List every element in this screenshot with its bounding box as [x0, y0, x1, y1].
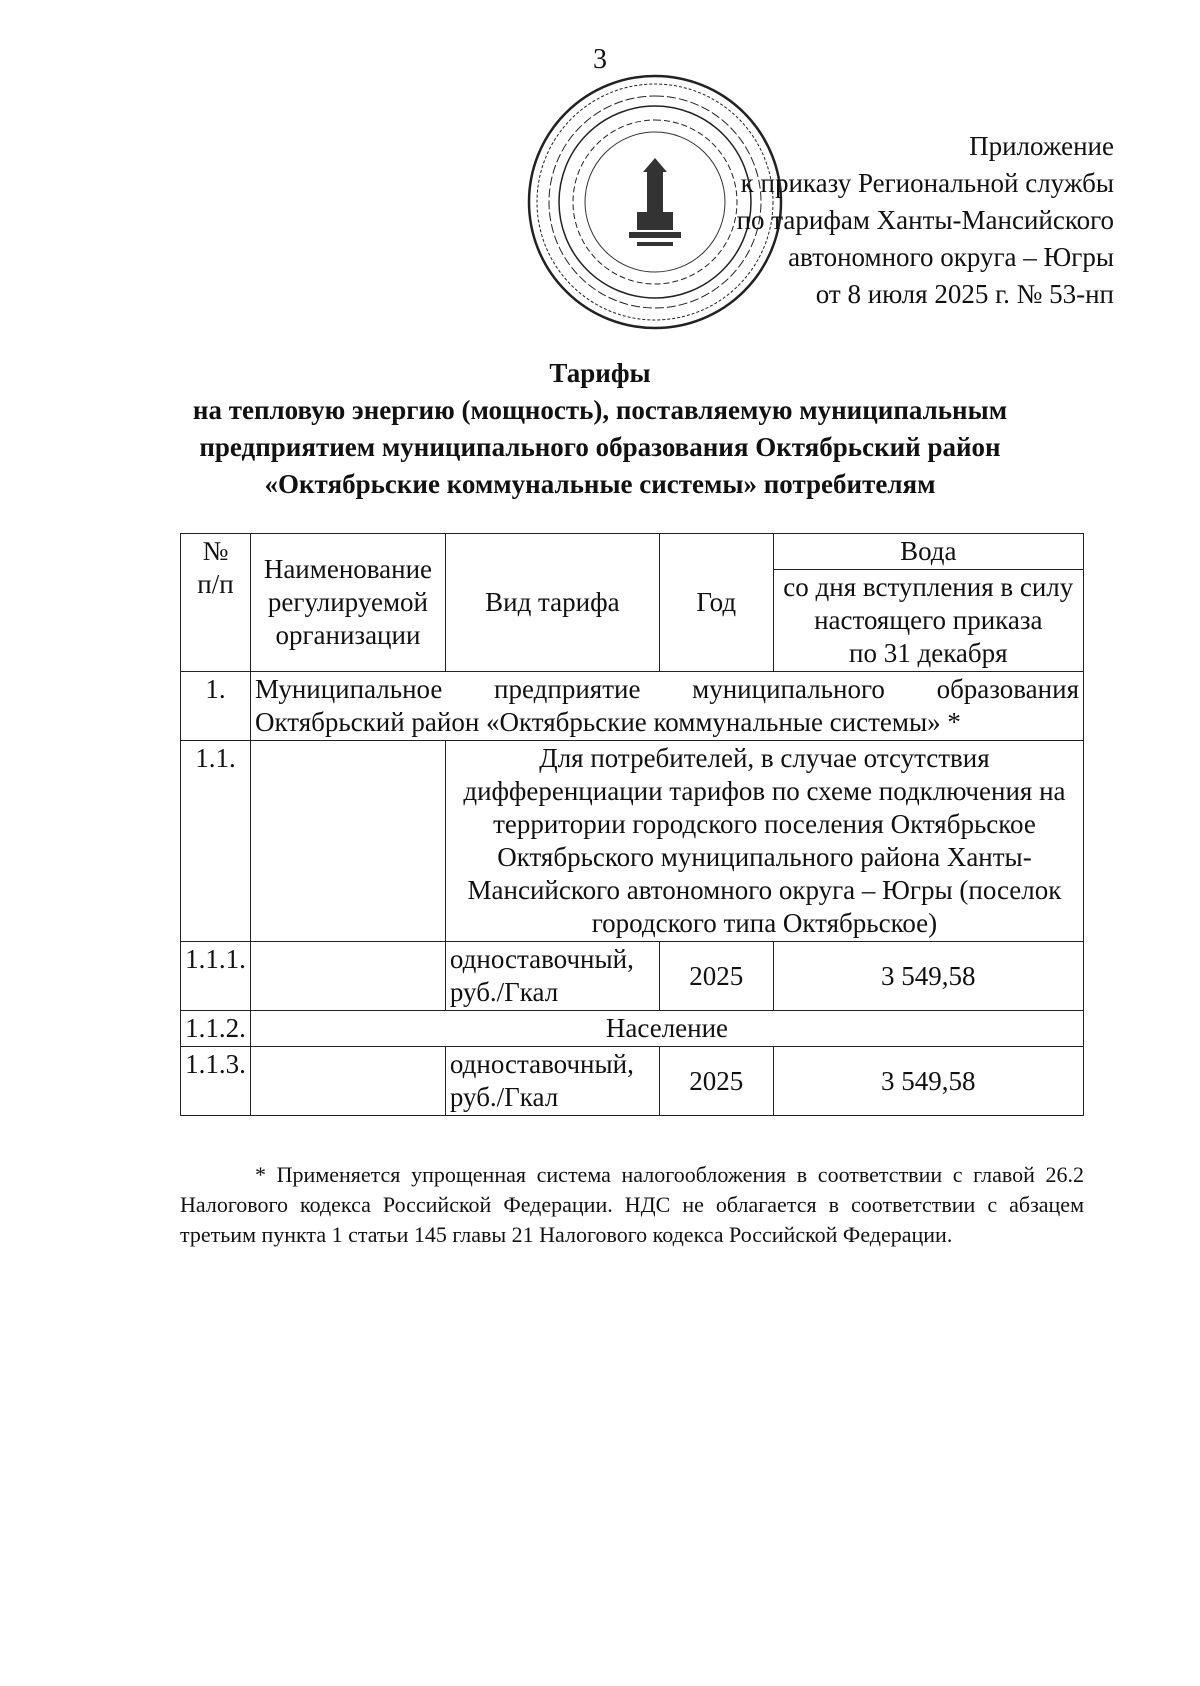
header-period: со дня вступления в силу настоящего приказа по 31 декабря: [773, 570, 1083, 672]
row-year: 2025: [659, 1047, 773, 1116]
row-value: 3 549,58: [773, 1047, 1083, 1116]
title-line: предприятием муниципального образования Октябрьский район: [199, 432, 1001, 462]
document-title: [140, 355, 1060, 503]
table-header-row: [181, 534, 1084, 570]
row-tariff-type: одноставочный, руб./Гкал: [445, 942, 659, 1011]
title-line: Тарифы: [549, 358, 651, 388]
tariff-table: [180, 533, 1084, 1116]
row-empty-cell: [250, 741, 445, 942]
row-empty-cell: [250, 1047, 445, 1116]
header-tariff-type: Вид тарифа: [445, 534, 659, 672]
row-tariff-type: одноставочный, руб./Гкал: [445, 1047, 659, 1116]
row-num: 1.1.3.: [181, 1047, 251, 1116]
appendix-block: [737, 128, 1114, 313]
table-row: [181, 741, 1084, 942]
table-row: [181, 1011, 1084, 1047]
row-org-name: Муниципальное предприятие муниципального образования Октябрьский район «Октябрьские коммунальные системы» *: [250, 672, 1083, 741]
row-year: 2025: [659, 942, 773, 1011]
row-num: 1.: [181, 672, 251, 741]
row-num: 1.1.2.: [181, 1011, 251, 1047]
row-empty-cell: [250, 942, 445, 1011]
footnote: * Применяется упрощенная система налогообложения в соответствии с главой 26.2 Налогового кодекса Российской Федерации. НДС не облагается в соответствии с абзацем третьим пункта 1 статьи 145 главы 21 Налогового кодекса Российской Федерации.: [180, 1162, 1084, 1247]
header-water: Вода: [773, 534, 1083, 570]
header-org: Наименование регулируемой организации: [250, 534, 445, 672]
table-row: [181, 672, 1084, 741]
appendix-line: к приказу Региональной службы: [740, 168, 1114, 198]
table-row: [181, 942, 1084, 1011]
title-line: «Октябрьские коммунальные системы» потребителям: [264, 469, 936, 499]
header-num: № п/п: [181, 534, 251, 672]
appendix-line: автономного округа – Югры: [788, 242, 1114, 272]
row-consumer-group: Для потребителей, в случае отсутствия дифференциации тарифов по схеме подключения на территории городского поселения Октябрьское Октябрьского муниципального района Ханты-Мансийского автономного округа – Югры (поселок городского типа Октябрьское): [445, 741, 1083, 942]
appendix-line: от 8 июля 2025 г. № 53-нп: [815, 279, 1114, 309]
appendix-line: Приложение: [969, 131, 1114, 161]
page-number: 3: [593, 44, 607, 75]
row-population: Население: [250, 1011, 1083, 1047]
row-num: 1.1.1.: [181, 942, 251, 1011]
row-num: 1.1.: [181, 741, 251, 942]
header-year: Год: [659, 534, 773, 672]
row-value: 3 549,58: [773, 942, 1083, 1011]
table-row: [181, 1047, 1084, 1116]
appendix-line: по тарифам Ханты-Мансийского: [736, 205, 1114, 235]
title-line: на тепловую энергию (мощность), поставляемую муниципальным: [192, 395, 1008, 425]
